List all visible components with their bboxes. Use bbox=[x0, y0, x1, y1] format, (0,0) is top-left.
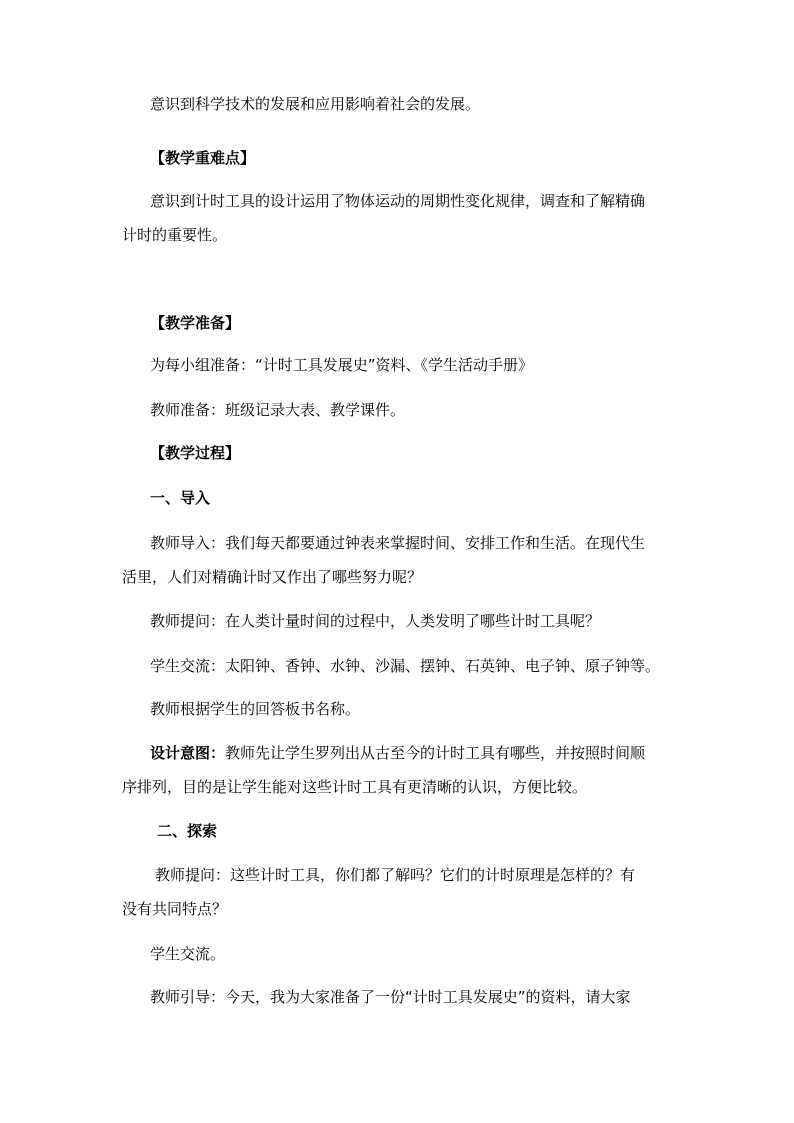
design-intent-label: 设计意图： bbox=[150, 744, 226, 762]
subsection-heading-intro: 一、导入 bbox=[150, 489, 211, 507]
paragraph-line: 教师准备：班级记录大表、教学课件。 bbox=[150, 401, 406, 419]
paragraph-line: 教师提问：在人类计量时间的过程中，人类发明了哪些计时工具呢？ bbox=[150, 612, 601, 630]
paragraph-line: 教师导入：我们每天都要通过钟表来掌握时间、安排工作和生活。在现代生 bbox=[150, 534, 646, 552]
paragraph-line: 意识到计时工具的设计运用了物体运动的周期性变化规律，调查和了解精确 bbox=[150, 192, 646, 210]
paragraph-line: 教师引导：今天，我为大家准备了一份“计时工具发展史”的资料，请大家 bbox=[150, 988, 631, 1006]
paragraph-line: 意识到科学技术的发展和应用影响着社会的发展。 bbox=[150, 95, 481, 113]
paragraph-line: 活里，人们对精确计时又作出了哪些努力呢？ bbox=[122, 568, 423, 586]
paragraph-line: 教师提问：这些计时工具，你们都了解吗？它们的计时原理是怎样的？有 bbox=[155, 866, 636, 884]
section-heading-key-difficulties: 【教学重难点】 bbox=[150, 149, 256, 167]
paragraph-line: 教师根据学生的回答板书名称。 bbox=[150, 700, 361, 718]
paragraph-line: 序排列，目的是让学生能对这些计时工具有更清晰的认识，方便比较。 bbox=[122, 778, 588, 796]
subsection-heading-explore: 二、探索 bbox=[157, 822, 218, 840]
paragraph-line: 学生交流：太阳钟、香钟、水钟、沙漏、摆钟、石英钟、电子钟、原子钟等。 bbox=[150, 657, 661, 675]
section-heading-process: 【教学过程】 bbox=[150, 444, 241, 462]
design-intent-text: 教师先让学生罗列出从古至今的计时工具有哪些，并按照时间顺 bbox=[225, 744, 646, 762]
paragraph-line: 学生交流。 bbox=[150, 945, 226, 963]
paragraph-line: 没有共同特点？ bbox=[122, 900, 228, 918]
design-intent-line bbox=[150, 742, 645, 764]
section-heading-preparation: 【教学准备】 bbox=[150, 314, 241, 332]
paragraph-line: 计时的重要性。 bbox=[122, 226, 228, 244]
paragraph-line: 为每小组准备：“计时工具发展史”资料、《学生活动手册》 bbox=[150, 356, 534, 374]
